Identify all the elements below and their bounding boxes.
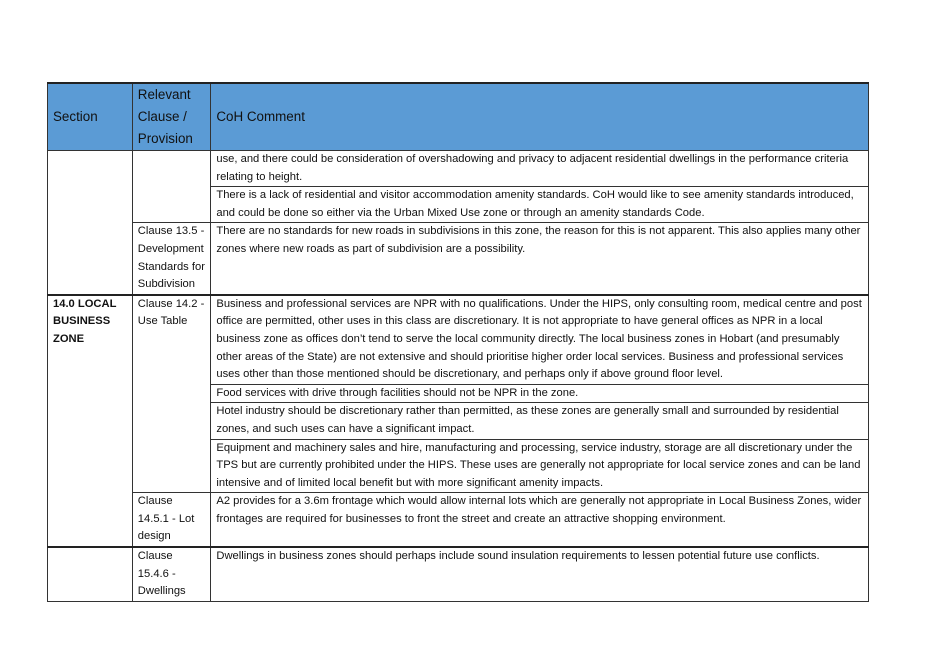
header-clause: Relevant Clause / Provision bbox=[132, 83, 211, 151]
table-header-row bbox=[48, 83, 869, 151]
comment-cell: There is a lack of residential and visitor accommodation amenity standards. CoH would like to see amenity standards introduced, and could be done so either via the Urban Mixed Use zone or through an amenity standards Code. bbox=[211, 187, 869, 223]
comment-cell: Hotel industry should be discretionary rather than permitted, as these zones are generally small and surrounded by residential zones, and such uses can have a significant impact. bbox=[211, 403, 869, 439]
header-section: Section bbox=[48, 83, 133, 151]
table-row bbox=[48, 151, 869, 187]
table-row bbox=[48, 493, 869, 547]
section-cell bbox=[48, 547, 133, 601]
table-row bbox=[48, 223, 869, 295]
comment-cell: Food services with drive through facilities should not be NPR in the zone. bbox=[211, 384, 869, 403]
clause-cell bbox=[132, 187, 211, 223]
header-comment: CoH Comment bbox=[211, 83, 869, 151]
clause-cell: Clause 14.5.1 - Lot design bbox=[132, 493, 211, 547]
table-row bbox=[48, 547, 869, 601]
table-row bbox=[48, 295, 869, 384]
comment-cell: There are no standards for new roads in subdivisions in this zone, the reason for this is not apparent. This also applies many other zones where new roads as part of subdivision are a possibility. bbox=[211, 223, 869, 295]
clause-cell: Clause 13.5 - Development Standards for Subdivision bbox=[132, 223, 211, 295]
comments-table bbox=[47, 82, 869, 602]
comment-cell: Dwellings in business zones should perhaps include sound insulation requirements to lessen potential future use conflicts. bbox=[211, 547, 869, 601]
section-cell bbox=[48, 223, 133, 295]
comment-cell: Business and professional services are NPR with no qualifications. Under the HIPS, only consulting room, medical centre and post office are permitted, other uses in this class are discretionary. It is not appropriate to have general offices as NPR in a local business zone as offices don’t tend to serve the local community directly. The local business zones in Hobart (and presumably other areas of the State) are not extensive and should prioritise higher order local services. Business and professional services uses other than those mentioned should be discretionary, and perhaps only if above ground floor level. bbox=[211, 295, 869, 384]
clause-cell bbox=[132, 151, 211, 187]
section-cell bbox=[48, 151, 133, 187]
section-cell-local-business-zone: 14.0 LOCAL BUSINESS ZONE bbox=[48, 295, 133, 547]
clause-cell: Clause 14.2 - Use Table bbox=[132, 295, 211, 493]
comment-cell: use, and there could be consideration of overshadowing and privacy to adjacent residential dwellings in the performance criteria relating to height. bbox=[211, 151, 869, 187]
section-cell bbox=[48, 187, 133, 223]
comment-cell: A2 provides for a 3.6m frontage which would allow internal lots which are generally not appropriate in Local Business Zones, wider frontages are required for businesses to front the street and create an attractive shopping environment. bbox=[211, 493, 869, 547]
comment-cell: Equipment and machinery sales and hire, manufacturing and processing, service industry, storage are all discretionary under the TPS but are currently prohibited under the HIPS. These uses are generally not appropriate for local service zones and can be land intensive and of limited local benefit but with more significant amenity impacts. bbox=[211, 439, 869, 493]
clause-cell: Clause 15.4.6 - Dwellings bbox=[132, 547, 211, 601]
table-row bbox=[48, 187, 869, 223]
